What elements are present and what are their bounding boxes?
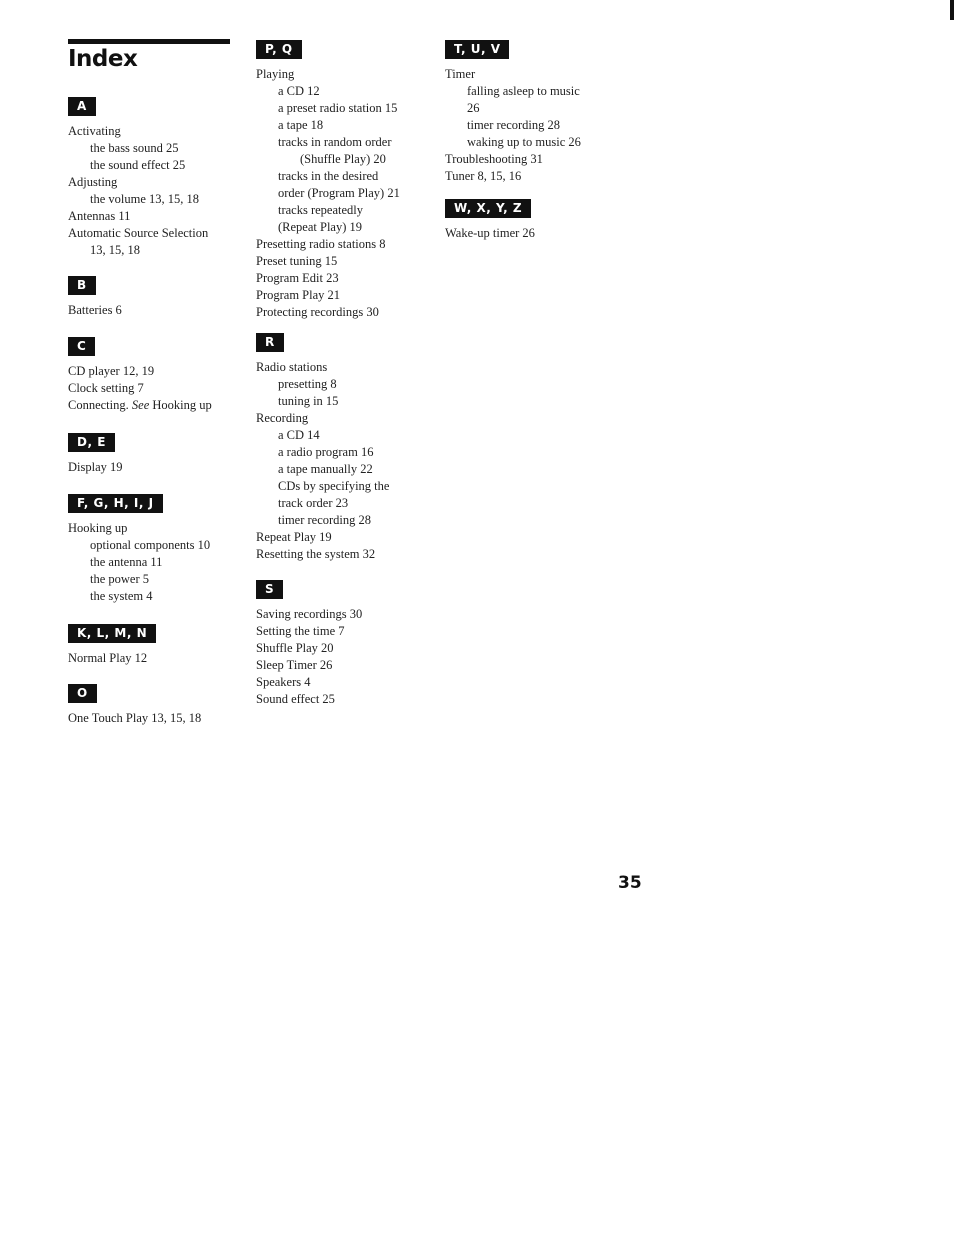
subentry: (Repeat Play) 19: [278, 220, 363, 234]
subentry: track order 23: [278, 496, 349, 510]
subentry-continued: (Shuffle Play) 20: [300, 152, 386, 166]
subentry: the volume 13, 15, 18: [90, 192, 200, 206]
entry-list-r: [256, 359, 441, 563]
entry: Resetting the system 32: [256, 547, 376, 561]
entry: Presetting radio stations 8: [256, 237, 386, 251]
entry-list-a: [68, 123, 253, 259]
subentry: a CD 14: [278, 428, 320, 442]
subentry: a tape 18: [278, 118, 324, 132]
letter-badge-klmn: K, L, M, N: [68, 624, 156, 643]
entry: Activating: [68, 124, 121, 138]
subentry: optional components 10: [90, 538, 211, 552]
subentry: tracks repeatedly: [278, 203, 364, 217]
entry: Normal Play 12: [68, 651, 148, 665]
entry: Speakers 4: [256, 675, 311, 689]
title-rule: [68, 39, 230, 44]
letter-badge-r: R: [256, 333, 284, 352]
section-tuv: [445, 40, 630, 185]
entry: Troubleshooting 31: [445, 152, 543, 166]
entry: Wake-up timer 26: [445, 226, 535, 240]
entry: Preset tuning 15: [256, 254, 338, 268]
letter-badge-c: C: [68, 337, 95, 356]
entry-list-wxyz: [445, 225, 630, 242]
entry-list-s: [256, 606, 441, 708]
entry-list-b: [68, 302, 253, 319]
entry: Setting the time 7: [256, 624, 345, 638]
letter-badge-wxyz: W, X, Y, Z: [445, 199, 531, 218]
letter-badge-s: S: [256, 580, 283, 599]
subentry: tracks in random order: [278, 135, 392, 149]
page-edge-mark: [950, 0, 954, 20]
entry: Tuner 8, 15, 16: [445, 169, 522, 183]
entry-cross-reference: [68, 397, 253, 414]
subentry: a radio program 16: [278, 445, 374, 459]
entry: Program Play 21: [256, 288, 341, 302]
letter-badge-a: A: [68, 97, 96, 116]
entry: Recording: [256, 411, 309, 425]
see-reference: See: [131, 398, 150, 412]
section-b: [68, 276, 253, 319]
entry: Playing: [256, 67, 295, 81]
entry-list-de: [68, 459, 253, 476]
subentry: presetting 8: [278, 377, 337, 391]
entry: One Touch Play 13, 15, 18: [68, 711, 202, 725]
subentry: a tape manually 22: [278, 462, 373, 476]
entry: Program Edit 23: [256, 271, 339, 285]
entry: Protecting recordings 30: [256, 305, 379, 319]
subentry: timer recording 28: [467, 118, 561, 132]
subentry: waking up to music 26: [467, 135, 581, 149]
letter-badge-tuv: T, U, V: [445, 40, 509, 59]
entry-text: Hooking up: [149, 398, 212, 412]
page-number: 35: [618, 873, 642, 893]
entry: Adjusting: [68, 175, 118, 189]
subentry: the bass sound 25: [90, 141, 179, 155]
section-c: [68, 337, 253, 414]
entry-list-pq: [256, 66, 441, 321]
entry: Sound effect 25: [256, 692, 335, 706]
entry: Radio stations: [256, 360, 328, 374]
section-wxyz: [445, 199, 630, 242]
entry-list-tuv: [445, 66, 630, 185]
entry-text: Connecting.: [68, 398, 132, 412]
entry: Antennas 11: [68, 209, 131, 223]
letter-badge-b: B: [68, 276, 96, 295]
subentry: the power 5: [90, 572, 150, 586]
entry: Timer: [445, 67, 476, 81]
entry: Display 19: [68, 460, 123, 474]
page-title: Index: [68, 46, 138, 72]
subentry: the antenna 11: [90, 555, 163, 569]
section-pq: [256, 40, 441, 321]
entry: Saving recordings 30: [256, 607, 363, 621]
section-a: [68, 97, 253, 259]
entry: Sleep Timer 26: [256, 658, 333, 672]
entry-list-klmn: [68, 650, 253, 667]
subentry-continued: 26: [467, 101, 480, 115]
entry: Clock setting 7: [68, 381, 144, 395]
subentry: falling asleep to music: [467, 84, 580, 98]
subentry: the system 4: [90, 589, 153, 603]
section-fghij: [68, 494, 253, 605]
section-o: [68, 684, 253, 727]
section-klmn: [68, 624, 253, 667]
subentry: a preset radio station 15: [278, 101, 398, 115]
subentry: order (Program Play) 21: [278, 186, 400, 200]
letter-badge-o: O: [68, 684, 97, 703]
subentry: tuning in 15: [278, 394, 339, 408]
entry: CD player 12, 19: [68, 364, 155, 378]
letter-badge-pq: P, Q: [256, 40, 302, 59]
subentry: CDs by specifying the: [278, 479, 390, 493]
entry-list-c: [68, 363, 253, 414]
entry-list-fghij: [68, 520, 253, 605]
letter-badge-fghij: F, G, H, I, J: [68, 494, 163, 513]
subentry: tracks in the desired: [278, 169, 379, 183]
subentry: the sound effect 25: [90, 158, 186, 172]
entry: Automatic Source Selection: [68, 226, 209, 240]
section-de: [68, 433, 253, 476]
subentry: 13, 15, 18: [90, 243, 140, 257]
subentry: a CD 12: [278, 84, 320, 98]
section-s: [256, 580, 441, 708]
entry: Shuffle Play 20: [256, 641, 334, 655]
letter-badge-de: D, E: [68, 433, 115, 452]
section-r: [256, 333, 441, 563]
subentry: timer recording 28: [278, 513, 372, 527]
entry: Batteries 6: [68, 303, 122, 317]
entry-list-o: [68, 710, 253, 727]
entry: Hooking up: [68, 521, 128, 535]
entry: Repeat Play 19: [256, 530, 332, 544]
